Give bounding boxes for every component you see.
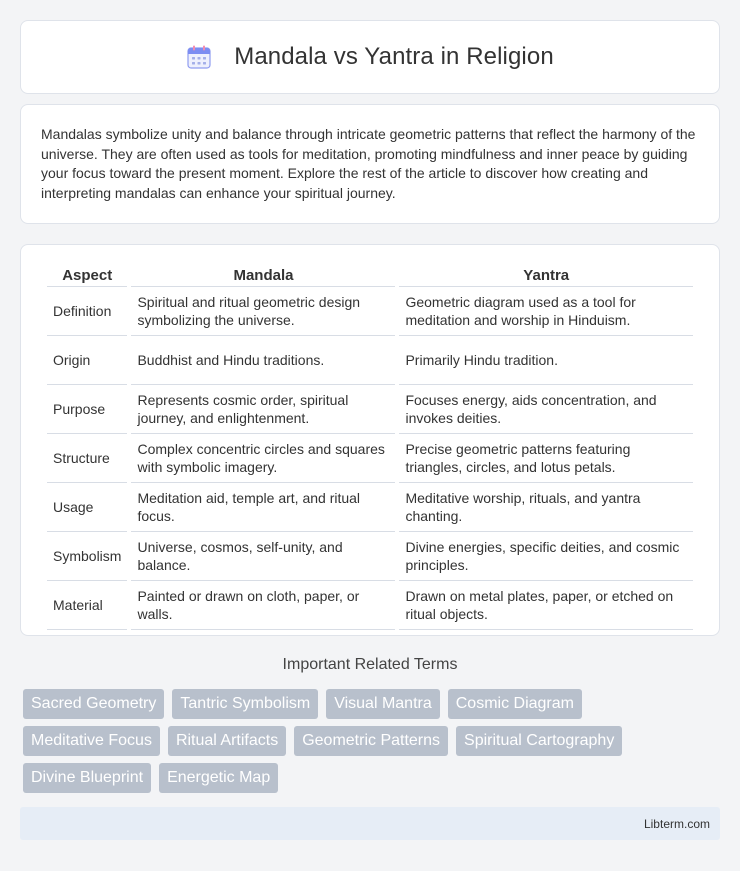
tag-divine-blueprint[interactable]: Divine Blueprint bbox=[23, 763, 151, 793]
cell-mandala: Complex concentric circles and squares with symbolic imagery. bbox=[131, 434, 395, 483]
cell-aspect: Purpose bbox=[47, 385, 127, 434]
cell-yantra: Divine energies, specific deities, and cosmic principles. bbox=[399, 532, 693, 581]
tag-ritual-artifacts[interactable]: Ritual Artifacts bbox=[168, 726, 286, 756]
header-card bbox=[20, 20, 720, 94]
calendar-icon bbox=[186, 44, 212, 70]
cell-mandala: Meditation aid, temple art, and ritual focus. bbox=[131, 483, 395, 532]
cell-yantra: Drawn on metal plates, paper, or etched on ritual objects. bbox=[399, 581, 693, 630]
tag-energetic-map[interactable]: Energetic Map bbox=[159, 763, 278, 793]
footer-site-link[interactable]: Libterm.com bbox=[643, 817, 710, 831]
cell-aspect: Symbolism bbox=[47, 532, 127, 581]
table-row bbox=[47, 581, 693, 630]
cell-aspect: Structure bbox=[47, 434, 127, 483]
cell-aspect: Usage bbox=[47, 483, 127, 532]
table-row bbox=[47, 483, 693, 532]
cell-aspect: Definition bbox=[47, 287, 127, 336]
cell-mandala: Represents cosmic order, spiritual journey, and enlightenment. bbox=[131, 385, 395, 434]
cell-yantra: Precise geometric patterns featuring triangles, circles, and lotus petals. bbox=[399, 434, 693, 483]
table-row bbox=[47, 532, 693, 581]
cell-mandala: Buddhist and Hindu traditions. bbox=[131, 336, 395, 385]
tag-meditative-focus[interactable]: Meditative Focus bbox=[23, 726, 160, 756]
intro-paragraph: Mandalas symbolize unity and balance through intricate geometric patterns that reflect the harmony of the universe. They are often used as tools for meditation, promoting mindfulness and inner peace by guiding your focus toward the present moment. Explore the rest of the article to discover how creating and interpreting mandalas can enhance your spiritual journey. bbox=[41, 126, 696, 201]
cell-yantra: Focuses energy, aids concentration, and invokes deities. bbox=[399, 385, 693, 434]
cell-aspect: Material bbox=[47, 581, 127, 630]
header-mandala: Mandala bbox=[131, 265, 395, 287]
tag-tantric-symbolism[interactable]: Tantric Symbolism bbox=[172, 689, 318, 719]
table-row bbox=[47, 336, 693, 385]
tag-geometric-patterns[interactable]: Geometric Patterns bbox=[294, 726, 448, 756]
cell-yantra: Primarily Hindu tradition. bbox=[399, 336, 693, 385]
cell-yantra: Meditative worship, rituals, and yantra chanting. bbox=[399, 483, 693, 532]
table-row bbox=[47, 385, 693, 434]
tag-visual-mantra[interactable]: Visual Mantra bbox=[326, 689, 440, 719]
footer bbox=[20, 807, 720, 840]
comparison-table-card bbox=[20, 244, 720, 636]
related-terms-list bbox=[23, 689, 703, 793]
header-yantra: Yantra bbox=[399, 265, 693, 287]
tag-sacred-geometry[interactable]: Sacred Geometry bbox=[23, 689, 164, 719]
page-title: Mandala vs Yantra in Religion bbox=[234, 43, 554, 70]
cell-aspect: Origin bbox=[47, 336, 127, 385]
comparison-table bbox=[43, 265, 697, 630]
tag-cosmic-diagram[interactable]: Cosmic Diagram bbox=[448, 689, 582, 719]
table-row bbox=[47, 434, 693, 483]
title-wrap bbox=[186, 43, 554, 71]
cell-mandala: Spiritual and ritual geometric design symbolizing the universe. bbox=[131, 287, 395, 336]
intro-card bbox=[20, 104, 720, 224]
table-header-row bbox=[47, 265, 693, 287]
header-aspect: Aspect bbox=[47, 265, 127, 287]
table-row bbox=[47, 287, 693, 336]
tag-spiritual-cartography[interactable]: Spiritual Cartography bbox=[456, 726, 622, 756]
cell-yantra: Geometric diagram used as a tool for meditation and worship in Hinduism. bbox=[399, 287, 693, 336]
cell-mandala: Painted or drawn on cloth, paper, or walls. bbox=[131, 581, 395, 630]
cell-mandala: Universe, cosmos, self-unity, and balance. bbox=[131, 532, 395, 581]
related-terms-title: Important Related Terms bbox=[282, 656, 458, 673]
